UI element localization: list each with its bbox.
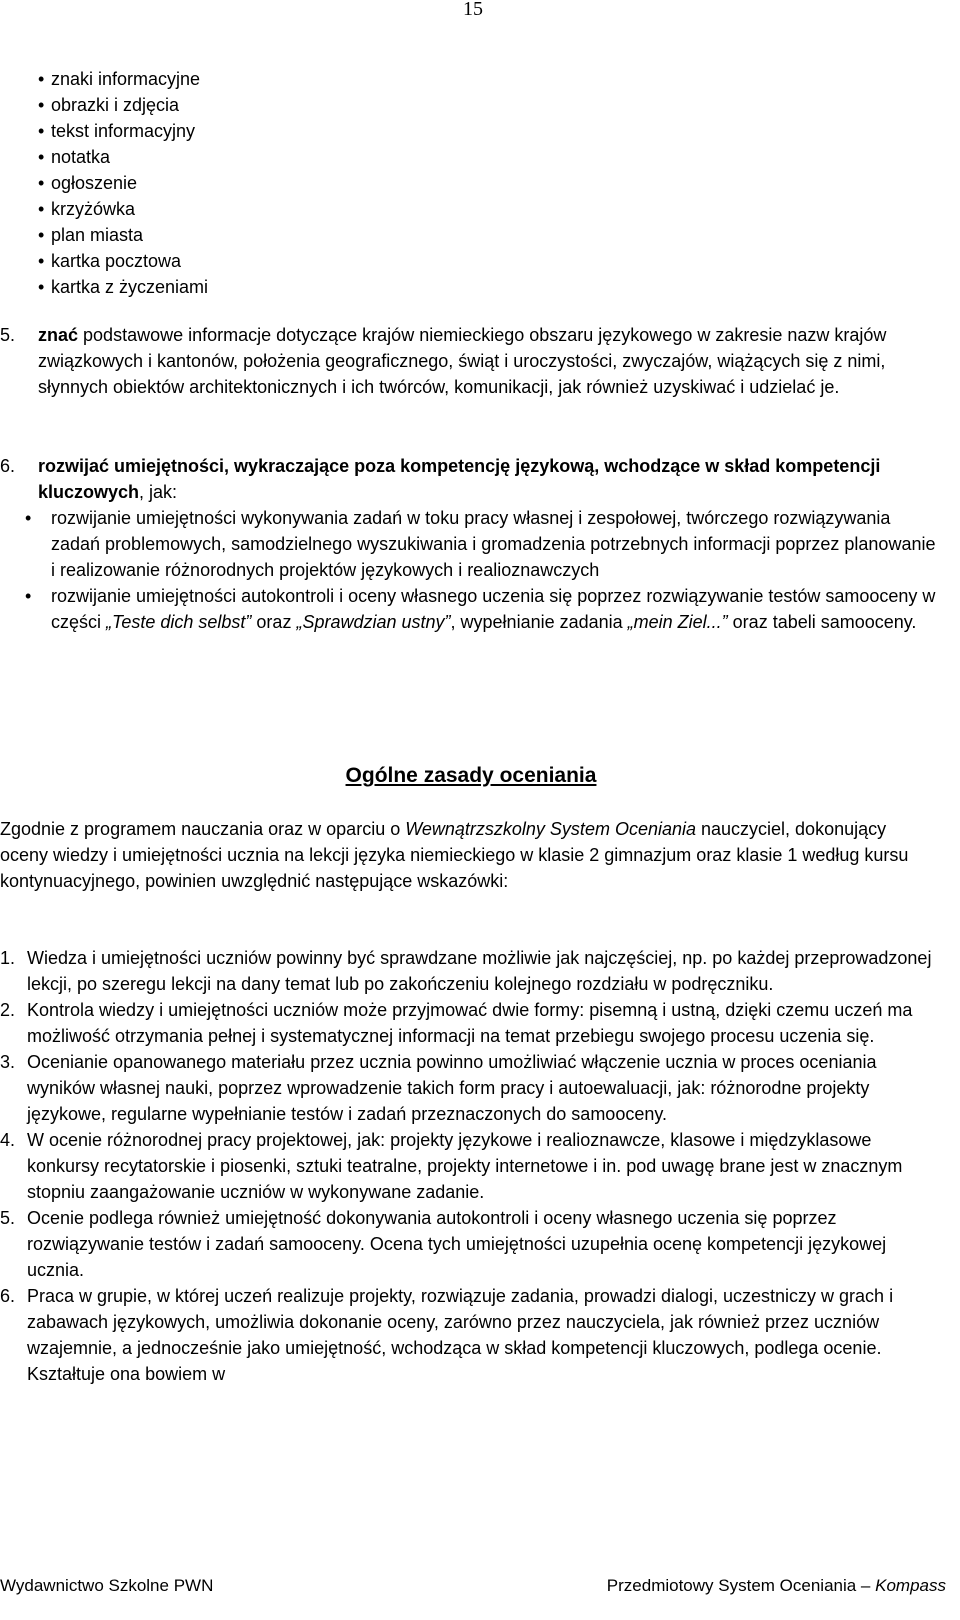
rule-item: 1. Wiedza i umiejętności uczniów powinny być sprawdzane możliwie jak najczęściej, np. po każdej przeprowadzonej lekcji, po szeregu lekcji na dany temat lub po zakończeniu kolejnego rozdziału w podręczniku. bbox=[0, 948, 932, 994]
bullet-item: • kartka pocztowa bbox=[38, 248, 208, 274]
intro-paragraph: Zgodnie z programem nauczania oraz w oparciu o Wewnątrzszkolny System Oceniania nauczyciel, dokonujący oceny wiedzy i umiejętności ucznia na lekcji języka niemieckiego w klasie 2 gimnazjum oraz klasie 1 według kursu kontynuacyjnego, powinien uwzględnić następujące wskazówki: bbox=[0, 819, 909, 891]
bullet-item: • kartka z życzeniami bbox=[38, 274, 208, 300]
footer-title: Przedmiotowy System Oceniania – Kompass bbox=[606, 1576, 946, 1595]
bullet-item: • znaki informacyjne bbox=[38, 66, 208, 92]
bullet-item: • ogłoszenie bbox=[38, 170, 208, 196]
footer-publisher: Wydawnictwo Szkolne PWN bbox=[0, 1576, 214, 1595]
page-number: 15 bbox=[463, 0, 483, 20]
point-6-lead bbox=[38, 453, 943, 505]
bullet-list bbox=[38, 66, 208, 300]
point-6-text bbox=[38, 453, 943, 635]
point-6-after: , jak: bbox=[139, 482, 178, 502]
point-5-body: podstawowe informacje dotyczące krajów niemieckiego obszaru językowego w zakresie nazw krajów związkowych i kantonów, położenia geograficznego, świąt i uroczystości, zwyczajów, wiążących się z nimi, słynnych obiektów architektonicznych i ich twórców, komunikacji, jak również uzyskiwać i udzielać je. bbox=[38, 325, 887, 397]
point-5-number: 5. bbox=[0, 325, 16, 345]
point-6-number: 6. bbox=[0, 456, 16, 476]
bullet-item: • obrazki i zdjęcia bbox=[38, 92, 208, 118]
rule-item: 2. Kontrola wiedzy i umiejętności uczniów może przyjmować dwie formy: pisemną i ustną, dzięki czemu uczeń ma możliwość otrzymania pełnej i systematycznej informacji na temat przebiegu swojego procesu uczenia się. bbox=[0, 1000, 913, 1046]
point-6-sublist bbox=[38, 505, 943, 635]
sub-item: • rozwijanie umiejętności autokontroli i oceny własnego uczenia się poprzez rozwiązywanie testów samooceny w części „Teste dich selbst” oraz „Sprawdzian ustny”, wypełnianie zadania „mein Ziel...” oraz tabeli samooceny. bbox=[38, 583, 943, 635]
bullet-item: • krzyżówka bbox=[38, 196, 208, 222]
rule-item: 4. W ocenie różnorodnej pracy projektowej, jak: projekty językowe i realioznawcze, klasowe i międzyklasowe konkursy recytatorskie i piosenki, sztuki teatralne, projekty internetowe i in. pod uwagę brane jest w znacznym stopniu zaangażowanie uczniów w wykonywane zadanie. bbox=[0, 1130, 903, 1202]
bullet-item: • plan miasta bbox=[38, 222, 208, 248]
rule-item: 6. Praca w grupie, w której uczeń realizuje projekty, rozwiązuje zadania, prowadzi dialogi, uczestniczy w grach i zabawach językowych, umożliwia dokonanie oceny, zarówno przez nauczyciela, jak również przez uczniów wzajemnie, a jednocześnie jako umiejętność, wchodząca w skład kompetencji kluczowych, podlega ocenie. Kształtuje ona bowiem w bbox=[0, 1286, 894, 1384]
rules-list bbox=[0, 945, 945, 1387]
point-5-bold: znać bbox=[38, 325, 79, 345]
bullet-item: • tekst informacyjny bbox=[38, 118, 208, 144]
point-6-bold: rozwijać umiejętności, wykraczające poza kompetencję językową, wchodzące w skład kompetencji kluczowych bbox=[38, 456, 881, 502]
intro-italic: Wewnątrzszkolny System Oceniania bbox=[405, 819, 696, 839]
section-heading: Ogólne zasady oceniania bbox=[345, 764, 597, 787]
point-5-text bbox=[38, 322, 943, 400]
rule-item: 5. Ocenie podlega również umiejętność dokonywania autokontroli i oceny własnego uczenia się poprzez rozwiązywanie testów i zadań samooceny. Ocena tych umiejętności uzupełnia ocenę kompetencji językowej ucznia. bbox=[0, 1208, 887, 1280]
sub-item: • rozwijanie umiejętności wykonywania zadań w toku pracy własnej i zespołowej, twórczego rozwiązywania zadań problemowych, samodzielnego wyszukiwania i gromadzenia potrzebnych informacji poprzez planowanie i realizowanie różnorodnych projektów językowych i realioznawczych bbox=[38, 505, 943, 583]
bullet-item: • notatka bbox=[38, 144, 208, 170]
rule-item: 3. Ocenianie opanowanego materiału przez ucznia powinno umożliwiać włączenie ucznia w proces oceniania wyników własnej nauki, poprzez wprowadzenie takich form pracy i autoewaluacji, jak: różnorodne projekty językowe, regularne wypełnianie testów i zadań przeznaczonych do samooceny. bbox=[0, 1052, 877, 1124]
